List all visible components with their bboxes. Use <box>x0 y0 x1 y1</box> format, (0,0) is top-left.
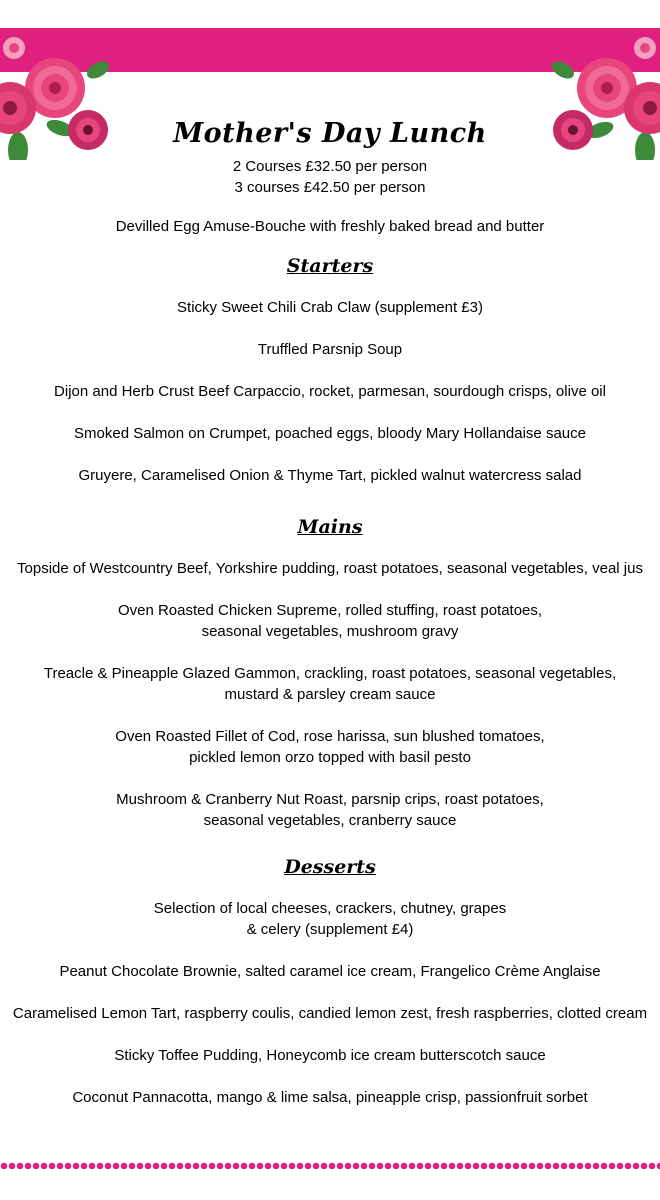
starter-item: Smoked Salmon on Crumpet, poached eggs, bloody Mary Hollandaise sauce <box>74 425 586 442</box>
amuse-bouche: Devilled Egg Amuse-Bouche with freshly baked bread and butter <box>115 218 545 235</box>
starters-heading: Starters <box>286 255 374 277</box>
starter-item: Truffled Parsnip Soup <box>257 341 403 358</box>
starter-item: Dijon and Herb Crust Beef Carpaccio, rocket, parmesan, sourdough crisps, olive oil <box>54 383 606 400</box>
bottom-scalloped-border <box>0 1162 660 1170</box>
dessert-item: Caramelised Lemon Tart, raspberry coulis, candied lemon zest, fresh raspberries, clotted cream <box>12 1005 648 1022</box>
price-three-courses: 3 courses £42.50 per person <box>234 179 426 196</box>
dessert-item: Peanut Chocolate Brownie, salted caramel ice cream, Frangelico Crème Anglaise <box>59 963 601 980</box>
menu-content <box>0 112 660 1129</box>
main-item: Treacle & Pineapple Glazed Gammon, crackling, roast potatoes, seasonal vegetables, mustard & parsley cream sauce <box>43 665 617 703</box>
desserts-heading: Desserts <box>284 856 376 878</box>
main-item: Mushroom & Cranberry Nut Roast, parsnip crips, roast potatoes, seasonal vegetables, cranberry sauce <box>116 791 544 829</box>
dessert-item: Coconut Pannacotta, mango & lime salsa, pineapple crisp, passionfruit sorbet <box>72 1089 588 1106</box>
starter-item: Sticky Sweet Chili Crab Claw (supplement £3) <box>177 299 483 316</box>
main-item: Oven Roasted Chicken Supreme, rolled stuffing, roast potatoes, seasonal vegetables, mushroom gravy <box>117 602 543 640</box>
dessert-item: Selection of local cheeses, crackers, chutney, grapes & celery (supplement £4) <box>153 900 507 938</box>
dessert-item: Sticky Toffee Pudding, Honeycomb ice cream butterscotch sauce <box>114 1047 546 1064</box>
page-title: Mother's Day Lunch <box>173 118 487 149</box>
main-item: Oven Roasted Fillet of Cod, rose harissa, sun blushed tomatoes, pickled lemon orzo topped with basil pesto <box>115 728 545 766</box>
main-item: Topside of Westcountry Beef, Yorkshire pudding, roast potatoes, seasonal vegetables, veal jus <box>17 560 643 577</box>
price-two-courses: 2 Courses £32.50 per person <box>232 158 428 175</box>
starter-item: Gruyere, Caramelised Onion & Thyme Tart, pickled walnut watercress salad <box>78 467 582 484</box>
mains-heading: Mains <box>297 516 363 538</box>
